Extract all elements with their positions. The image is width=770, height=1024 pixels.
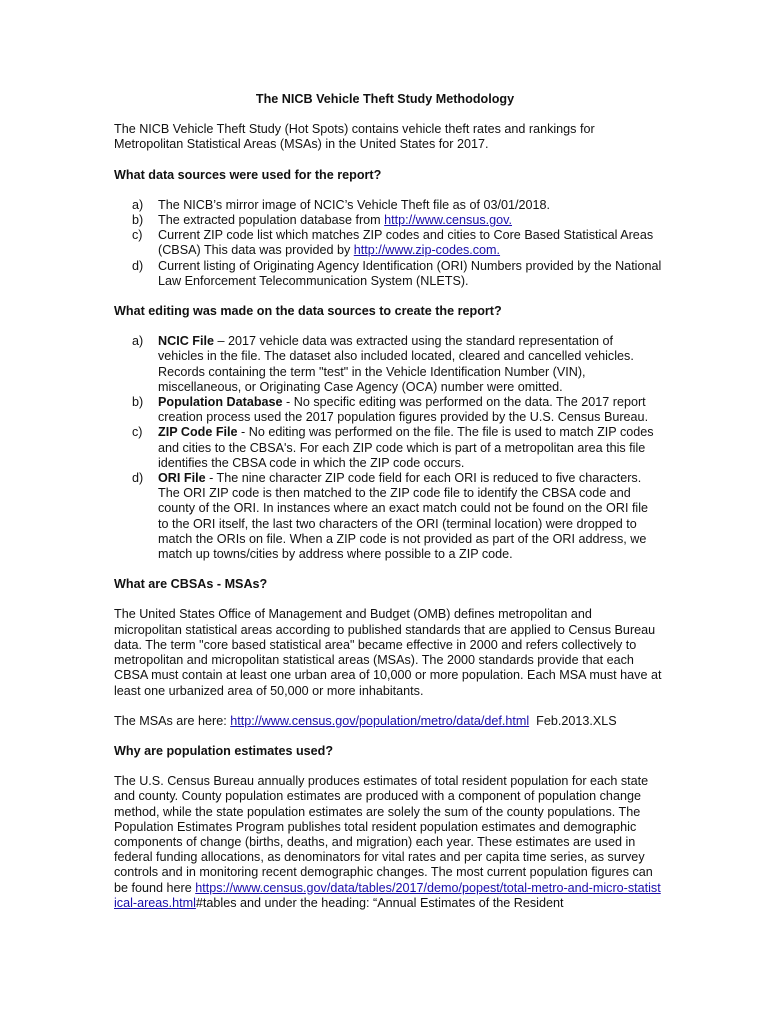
msa-suffix: Feb.2013.XLS	[529, 713, 617, 728]
list-item-text: – 2017 vehicle data was extracted using the standard representation of vehicles in the file. The dataset also included located, cleared and cancelled vehicles. Records containing the term "test" in the Vehicle Identification Number (VIN), miscellaneous, or Originating Case Agency (OCA) number were omitted.	[158, 334, 634, 394]
list-item	[114, 213, 662, 228]
list-marker: c)	[132, 425, 143, 440]
census-link[interactable]: http://www.census.gov.	[384, 213, 513, 228]
list-item-text: The NICB’s mirror image of NCIC’s Vehicle Theft file as of 03/01/2018.	[158, 197, 550, 212]
cbsa-paragraph: The United States Office of Management and Budget (OMB) defines metropolitan and micropolitan statistical areas according to published standards that are applied to Census Bureau data. The term "core based statistical area" became effective in 2000 and refers collectively to metropolitan and micropolitan statistical areas (MSAs). The 2000 standards provide that each CBSA must contain at least one urban area of 10,000 or more population. Each MSA must have at least one urbanized area of 50,000 or more inhabitants.	[114, 607, 662, 698]
population-tail: #tables and under the heading: “Annual Estimates of the Resident	[195, 895, 564, 910]
msa-paragraph	[114, 714, 662, 729]
editing-list	[114, 334, 662, 562]
document-body	[114, 92, 662, 911]
population-paragraph	[114, 774, 662, 911]
list-item	[114, 228, 662, 258]
list-item	[114, 395, 662, 425]
item-lead: ZIP Code File	[158, 425, 238, 440]
msa-prefix: The MSAs are here:	[114, 713, 231, 728]
intro-paragraph: The NICB Vehicle Theft Study (Hot Spots) contains vehicle theft rates and rankings for Metropolitan Statistical Areas (MSAs) in the United States for 2017.	[114, 122, 595, 152]
list-item	[114, 471, 662, 562]
list-item-text: - No specific editing was performed on the data. The 2017 report creation process used the 2017 population figures provided by the U.S. Census Bureau.	[158, 395, 649, 425]
list-marker: b)	[132, 213, 144, 228]
item-lead: ORI File	[158, 471, 206, 486]
list-marker: a)	[132, 197, 144, 212]
list-marker: c)	[132, 228, 143, 243]
item-lead: NCIC File	[158, 334, 214, 349]
population-text: The U.S. Census Bureau annually produces estimates of total resident population for each state and county. County population estimates are produced with a component of population change method, while the state population estimates are solely the sum of the county populations. The Population Estimates Program publishes total resident population estimates and demographic components of change (births, deaths, and migration) each year. These estimates are used in federal funding allocations, as denominators for vital rates and per capita time series, as survey controls and in monitoring recent demographic changes. The most current population figures can be found here	[114, 774, 653, 895]
cbsa-heading: What are CBSAs - MSAs?	[114, 577, 268, 592]
sources-list	[114, 198, 662, 289]
list-item-text: - No editing was performed on the file. The file is used to match ZIP codes and cities to the CBSA's. For each ZIP code which is part of a metropolitan area this file identifies the CBSA code in which the ZIP code occurs.	[158, 425, 654, 470]
list-item-text: - The nine character ZIP code field for each ORI is reduced to five characters. The ORI ZIP code is then matched to the ZIP code file to identify the CBSA code and county of the ORI. In instances where an exact match could not be found on the ORI file to the ORI itself, the last two characters of the ORI (terminal location) were dropped to match the ORIs on file. When a ZIP code is not provided as part of the ORI address, we match up towns/cities by address where possible to a ZIP code.	[158, 471, 649, 562]
list-marker: d)	[132, 471, 144, 486]
population-heading: Why are population estimates used?	[114, 743, 334, 758]
zip-codes-link-tail[interactable]: .	[496, 243, 501, 258]
list-marker: a)	[132, 334, 144, 349]
list-item-text: The extracted population database from	[158, 213, 385, 228]
population-link[interactable]: https://www.census.gov/data/tables/2017/demo/popest/total-metro-and-micro-statistical-areas.html	[114, 880, 661, 910]
page-title: The NICB Vehicle Theft Study Methodology	[255, 92, 515, 106]
msa-link[interactable]: http://www.census.gov/population/metro/data/def.html	[230, 713, 530, 728]
list-item-text: Current ZIP code list which matches ZIP codes and cities to Core Based Statistical Areas (CBSA) This data was provided by	[158, 228, 654, 258]
sources-heading: What data sources were used for the report?	[114, 167, 382, 182]
list-item	[114, 425, 662, 471]
list-marker: d)	[132, 258, 144, 273]
list-item	[114, 334, 662, 395]
zip-codes-link[interactable]: http://www.zip-codes.com	[353, 243, 497, 258]
item-lead: Population Database	[158, 395, 283, 410]
list-item	[114, 198, 662, 213]
list-item	[114, 259, 662, 289]
list-marker: b)	[132, 395, 144, 410]
list-item-text: Current listing of Originating Agency Identification (ORI) Numbers provided by the National Law Enforcement Telecommunication System (NLETS).	[158, 258, 662, 288]
editing-heading: What editing was made on the data sources to create the report?	[114, 304, 502, 319]
